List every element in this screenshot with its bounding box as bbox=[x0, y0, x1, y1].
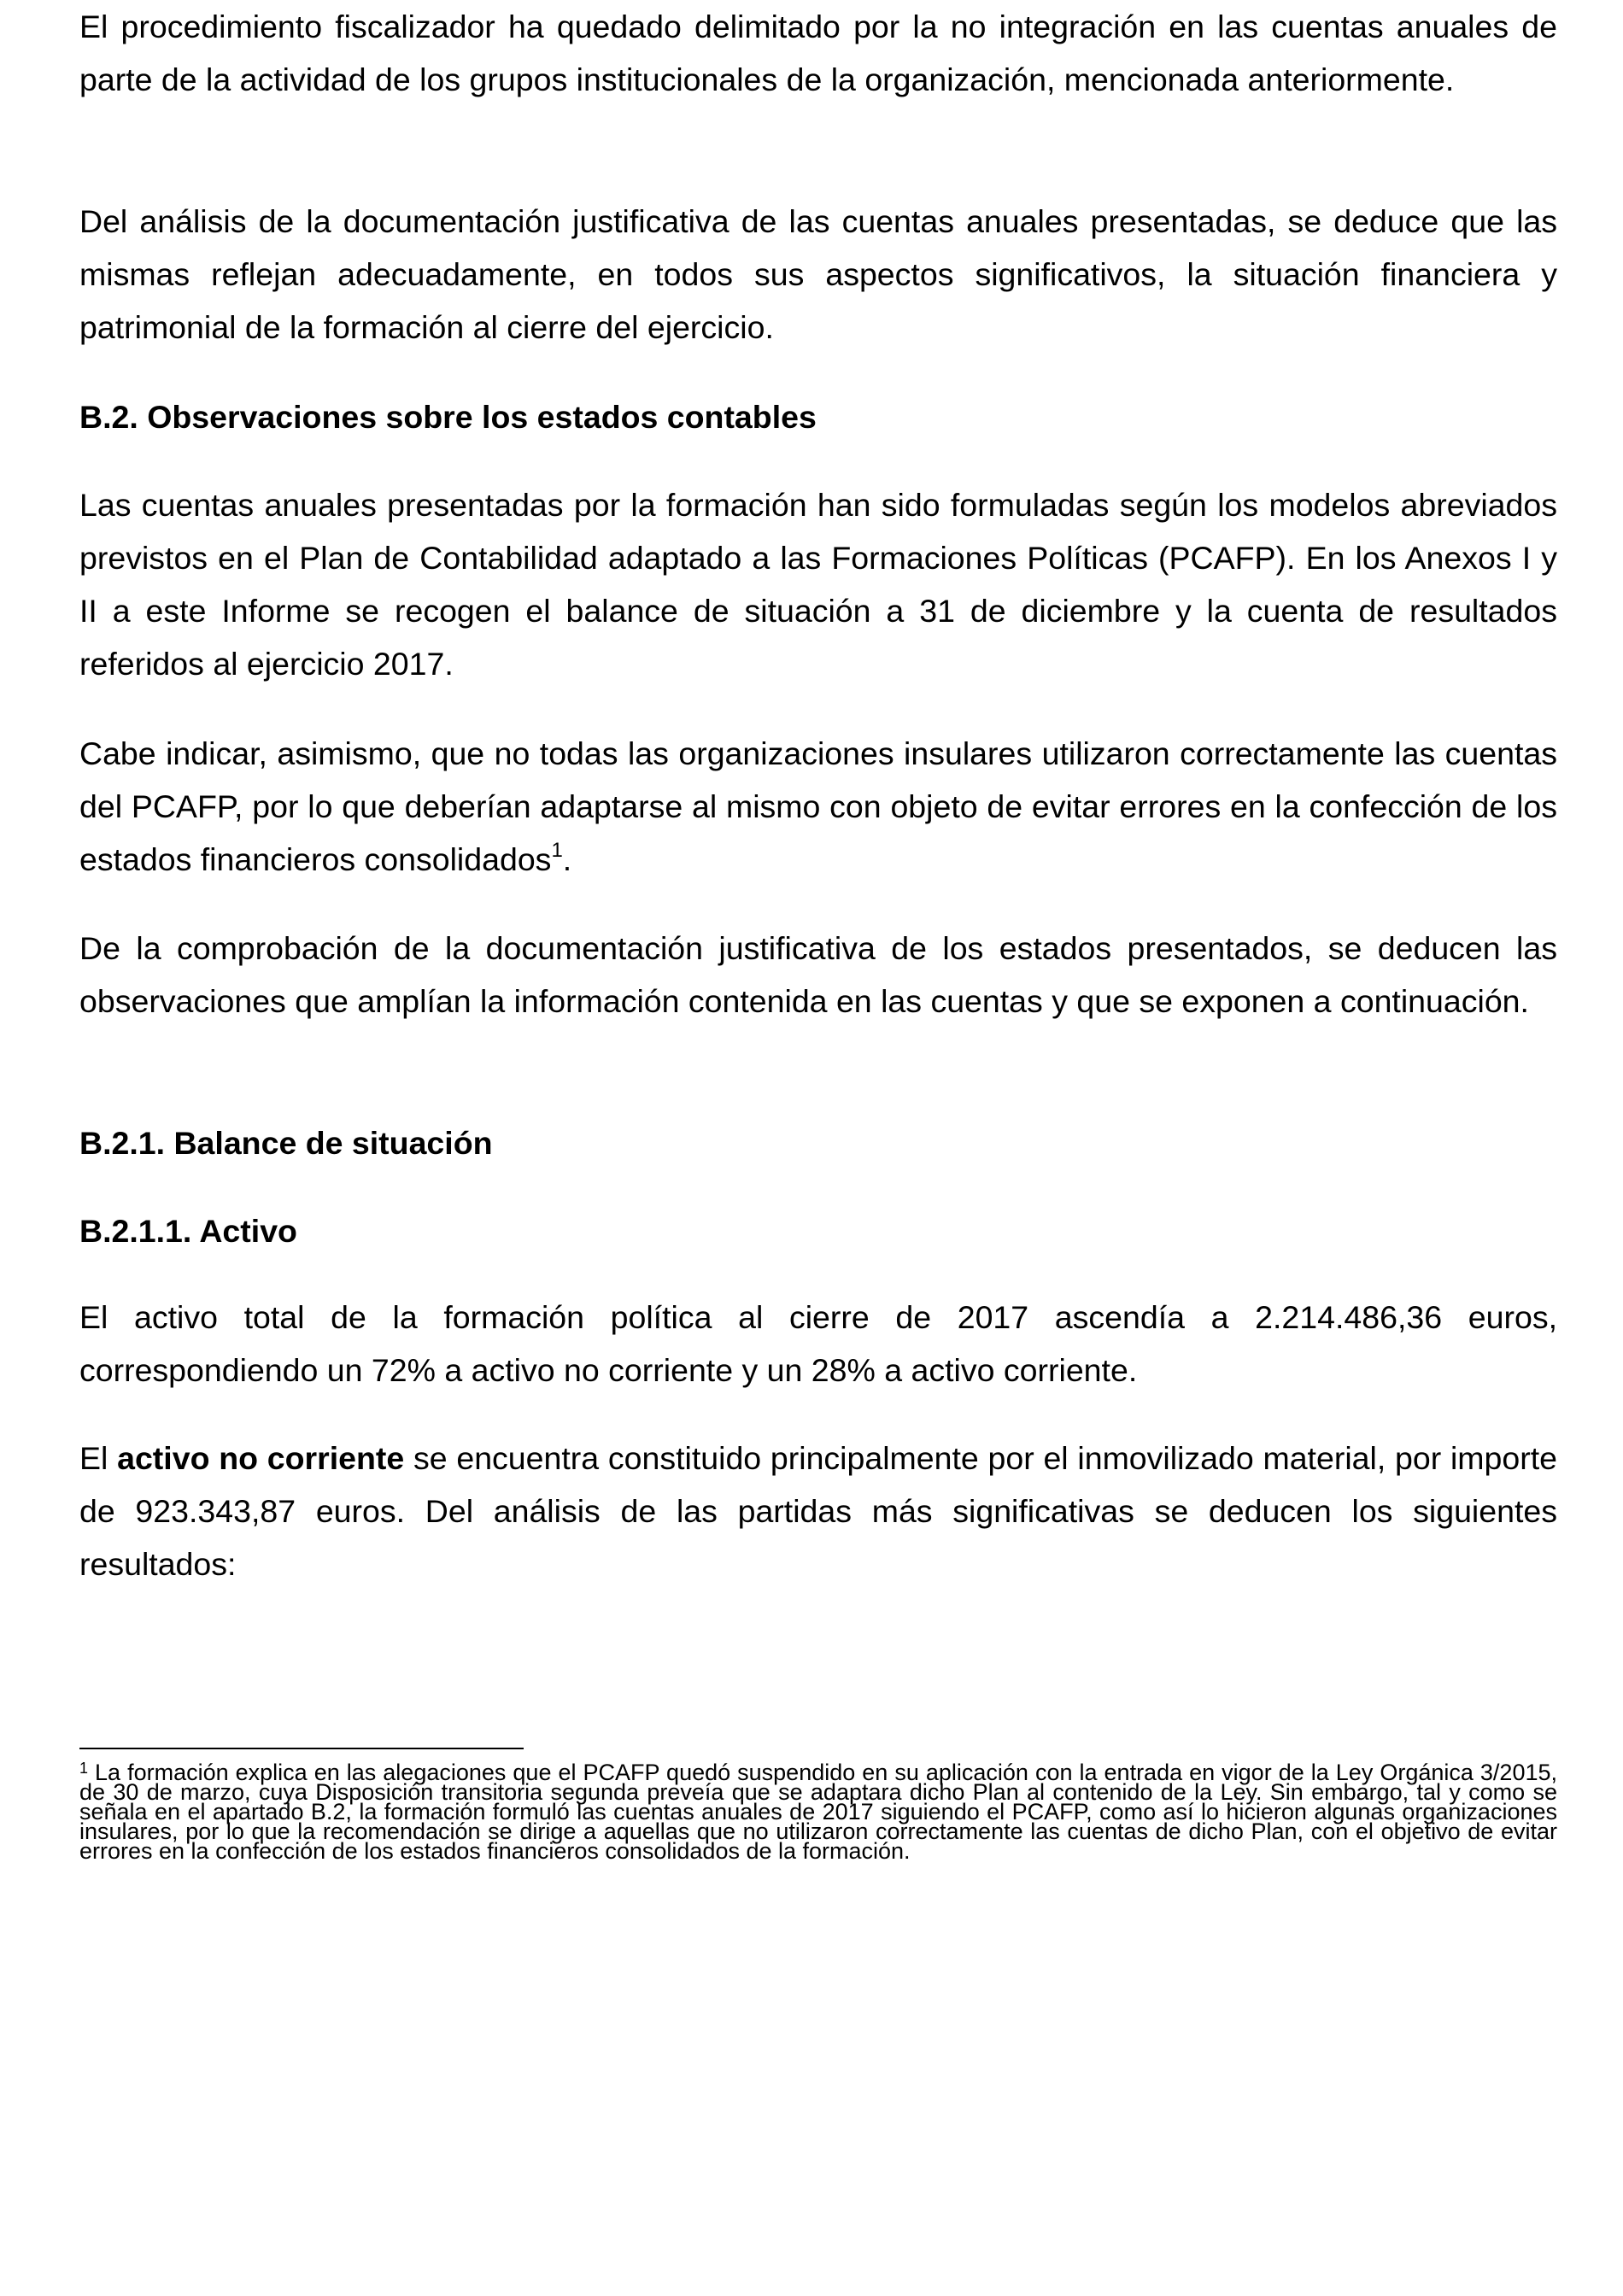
paragraph-period: . bbox=[562, 841, 572, 877]
paragraph-text: Cabe indicar, asimismo, que no todas las organizaciones insulares utilizaron correctamente las cuentas del PCAFP, por lo que deberían adaptarse al mismo con objeto de evitar errores en la confección de los estados financieros consolidados bbox=[79, 735, 1557, 877]
heading-b21: B.2.1. Balance de situación bbox=[79, 1125, 493, 1161]
paragraph-comprobacion: De la comprobación de la documentación justificativa de los estados presentados, se deducen las observaciones que amplían la información contenida en las cuentas y que se exponen a continuación. bbox=[79, 930, 1557, 1019]
bold-term-activo-no-corriente: activo no corriente bbox=[117, 1440, 405, 1476]
footnote-reference[interactable]: 1 bbox=[551, 839, 563, 862]
heading-b2: B.2. Observaciones sobre los estados contables bbox=[79, 399, 817, 435]
paragraph-cuentas-anuales: Las cuentas anuales presentadas por la formación han sido formuladas según los modelos abreviados previstos en el Plan de Contabilidad adaptado a las Formaciones Políticas (PCAFP). En los Anexos I y II a este Informe se recogen el balance de situación a 31 de diciembre y la cuenta de resultados referidos al ejercicio 2017. bbox=[79, 487, 1557, 682]
footnote-number: 1 bbox=[79, 1760, 89, 1777]
footnote-separator bbox=[79, 1748, 524, 1749]
footnote-1 bbox=[79, 1760, 1557, 1864]
heading-b211: B.2.1.1. Activo bbox=[79, 1213, 297, 1249]
paragraph-activo-no-corriente bbox=[79, 1432, 1557, 1590]
paragraph-text-start: El bbox=[79, 1440, 118, 1476]
paragraph-organizaciones-insulares bbox=[79, 727, 1557, 886]
paragraph-activo-total: El activo total de la formación política al cierre de 2017 ascendía a 2.214.486,36 euros, correspondiendo un 72% a activo no corriente y un 28% a activo corriente. bbox=[79, 1299, 1557, 1388]
paragraph-analisis: Del análisis de la documentación justificativa de las cuentas anuales presentadas, se deduce que las mismas reflejan adecuadamente, en todos sus aspectos significativos, la situación financiera y patrimonial de la formación al cierre del ejercicio. bbox=[79, 203, 1557, 345]
paragraph-procedimiento: El procedimiento fiscalizador ha quedado delimitado por la no integración en las cuentas anuales de parte de la actividad de los grupos institucionales de la organización, mencionada anteriormente. bbox=[79, 9, 1557, 97]
footnote-text: La formación explica en las alegaciones que el PCAFP quedó suspendido en su aplicación con la entrada en vigor de la Ley Orgánica 3/2015, de 30 de marzo, cuya Disposición transitoria segunda preveía que se adaptara dicho Plan al contenido de la Ley. Sin embargo, tal y como se señala en el apartado B.2, la formación formuló las cuentas anuales de 2017 siguiendo el PCAFP, como así lo hicieron algunas organizaciones insulares, por lo que la recomendación se dirige a aquellas que no utilizaron correctamente las cuentas de dicho Plan, con el objetivo de evitar errores en la confección de los estados financieros consolidados de la formación. bbox=[79, 1760, 1557, 1864]
paragraph-text-rest: se encuentra constituido principalmente por el inmovilizado material, por importe de 923.343,87 euros. Del análisis de las partidas más significativas se deducen los siguientes resultados: bbox=[79, 1440, 1557, 1582]
